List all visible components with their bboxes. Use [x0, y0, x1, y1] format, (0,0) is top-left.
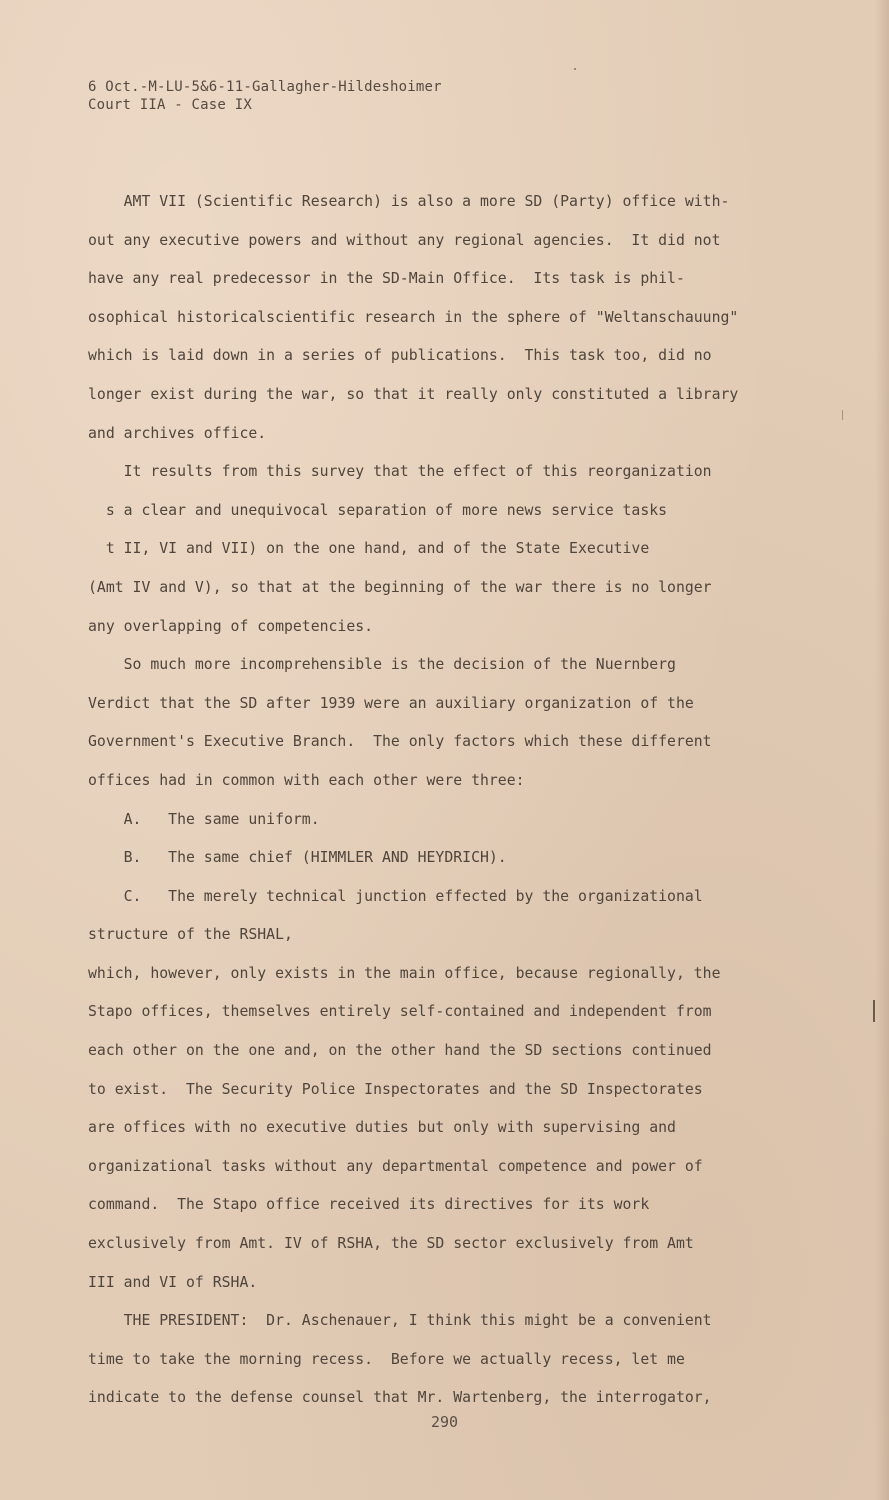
page-number: 290: [430, 1413, 459, 1431]
list-item-b: B. The same chief (HIMMLER AND HEYDRICH).: [88, 849, 507, 867]
text-line: So much more incomprehensible is the decision of the Nuernberg: [88, 656, 676, 674]
text-line: have any real predecessor in the SD-Main Office. Its task is phil-: [88, 270, 685, 288]
header-line-2: Court IIA - Case IX: [88, 97, 252, 113]
page-edge-shadow: [875, 0, 889, 1500]
text-line: It results from this survey that the effect of this reorganization: [88, 463, 712, 481]
text-line: s a clear and unequivocal separation of more news service tasks: [88, 501, 668, 519]
text-line: offices had in common with each other were three:: [88, 771, 525, 789]
text-line: time to take the morning recess. Before we actually recess, let me: [88, 1350, 685, 1368]
text-line: III and VI of RSHA.: [88, 1273, 258, 1291]
text-line: out any executive powers and without any regional agencies. It did not: [88, 231, 721, 249]
text-line: structure of the RSHAL,: [88, 926, 293, 944]
text-line: any overlapping of competencies.: [88, 617, 374, 635]
text-line: which is laid down in a series of publications. This task too, did no: [88, 347, 712, 365]
list-item-a: A. The same uniform.: [88, 810, 320, 828]
text-line: indicate to the defense counsel that Mr. Wartenberg, the interrogator,: [88, 1389, 712, 1407]
margin-mark: [873, 1000, 875, 1022]
margin-mark: [574, 68, 576, 70]
text-line: Verdict that the SD after 1939 were an auxiliary organization of the: [88, 694, 694, 712]
text-line: command. The Stapo office received its directives for its work: [88, 1196, 650, 1214]
header-line-1: 6 Oct.-M-LU-5&6-11-Gallagher-Hildeshoimer: [88, 79, 442, 95]
text-line: osophical historicalscientific research in the sphere of "Weltanschauung": [88, 308, 739, 326]
text-line: (Amt IV and V), so that at the beginning of the war there is no longer: [88, 578, 712, 596]
transcript-body: [88, 183, 798, 1418]
text-line: to exist. The Security Police Inspectorates and the SD Inspectorates: [88, 1080, 703, 1098]
text-line: each other on the one and, on the other hand the SD sections continued: [88, 1042, 712, 1060]
text-line: which, however, only exists in the main office, because regionally, the: [88, 964, 721, 982]
list-item-c: C. The merely technical junction effected by the organizational: [88, 887, 703, 905]
text-line: Stapo offices, themselves entirely self-contained and independent from: [88, 1003, 712, 1021]
text-line: exclusively from Amt. IV of RSHA, the SD sector exclusively from Amt: [88, 1235, 694, 1253]
page-header: [88, 78, 442, 114]
text-line: organizational tasks without any departmental competence and power of: [88, 1157, 703, 1175]
text-line: AMT VII (Scientific Research) is also a more SD (Party) office with-: [88, 193, 730, 210]
speaker-line: THE PRESIDENT: Dr. Aschenauer, I think this might be a convenient: [88, 1312, 712, 1330]
text-line: t II, VI and VII) on the one hand, and of the State Executive: [88, 540, 650, 558]
text-line: Government's Executive Branch. The only factors which these different: [88, 733, 712, 751]
margin-mark: [842, 410, 843, 420]
text-line: are offices with no executive duties but only with supervising and: [88, 1119, 676, 1137]
text-line: and archives office.: [88, 424, 267, 442]
text-line: longer exist during the war, so that it really only constituted a library: [88, 385, 739, 403]
